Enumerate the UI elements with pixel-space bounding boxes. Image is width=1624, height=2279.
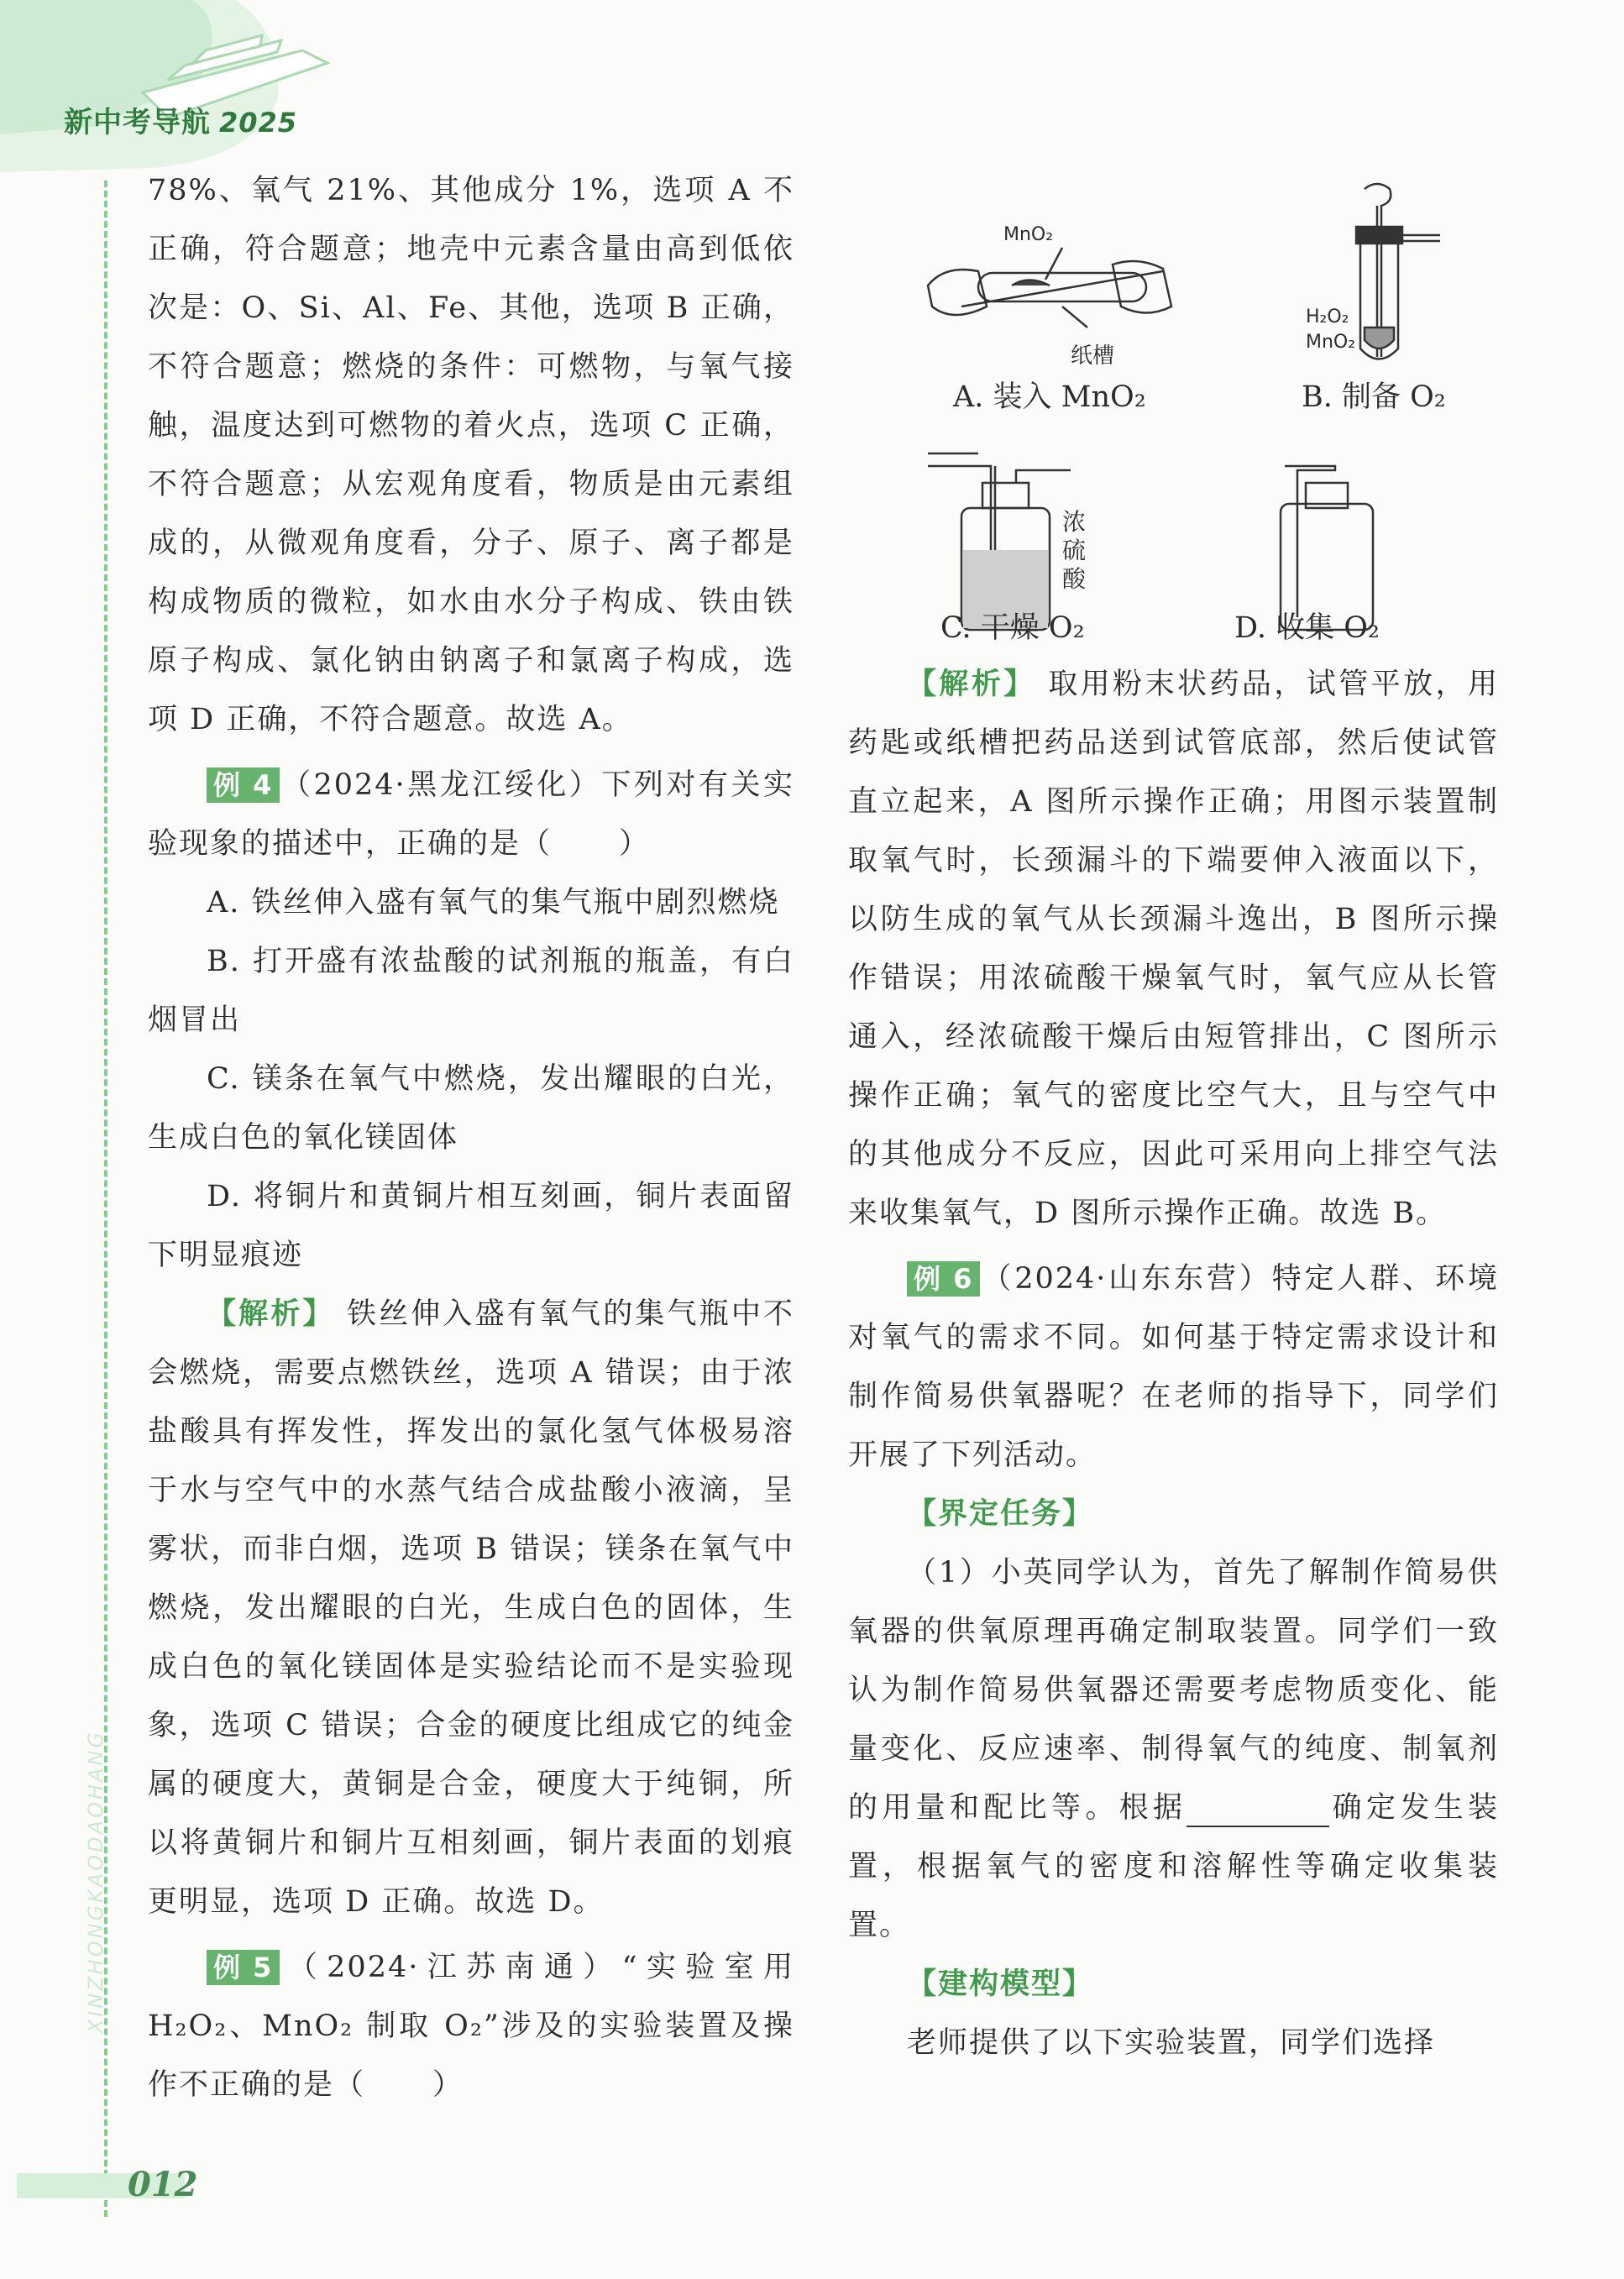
example-5-tag: 例 5 bbox=[207, 1950, 280, 1985]
figure-b-caption: B. 制备 O₂ bbox=[1302, 380, 1446, 414]
right-column bbox=[848, 655, 1499, 2072]
example-6-stem: 例 6 （2024·山东东营）特定人群、环境对氧气的需求不同。如何基于特定需求设计和制作简易供氧器呢？在老师的指导下，同学们开展了下列活动。 bbox=[848, 1262, 1499, 1472]
example-4-tag: 例 4 bbox=[207, 768, 280, 803]
figure-b-generator bbox=[1356, 184, 1440, 359]
example-4-option-a: A. 铁丝伸入盛有氧气的集气瓶中剧烈燃烧 bbox=[207, 886, 780, 919]
figure-b-h2o2-label: H₂O₂ bbox=[1306, 306, 1349, 327]
analysis-label: 【解析】 bbox=[207, 1297, 335, 1331]
example-4-stem: 例 4 （2024·黑龙江绥化）下列对有关实验现象的描述中，正确的是（ ） bbox=[148, 768, 794, 861]
task-paragraph: （1）小英同学认为，首先了解制作简易供氧器的供氧原理再确定制取装置。同学们一致认为制作简易供氧器还需要考虑物质变化、能量变化、反应速率、制得氧气的纯度、制氧剂的用量和配比等。根据 确定发生装置，根据氧气的密度和溶解性等确定收集装置。 bbox=[848, 1556, 1499, 1942]
sidebar-pinyin: XINZHONGKAODAOHANG bbox=[84, 1730, 107, 2034]
figure-b-mno2-label: MnO₂ bbox=[1306, 332, 1356, 353]
brand-title: 新中考导航 2025 bbox=[64, 106, 298, 139]
left-column bbox=[148, 161, 794, 2114]
example-4-option-b: B. 打开盛有浓盐酸的试剂瓶的瓶盖，有白烟冒出 bbox=[148, 945, 794, 1037]
example-4-analysis: 【解析】 铁丝伸入盛有氧气的集气瓶中不会燃烧，需要点燃铁丝，选项 A 错误；由于浓盐酸具有挥发性，挥发出的氯化氢气体极易溶于水与空气中的水蒸气结合成盐酸小液滴，呈雾状，而非白烟，选项 B 错误；镁条在氧气中燃烧，发出耀眼的白光，生成白色的固体，生成白色的氧化镁固体是实验结论而不是实验现象，选项 C 错误；合金的硬度比组成它的纯金属的硬度大，黄铜是合金，硬度大于纯铜，所以将黄铜片和铜片互相刻画，铜片表面的划痕更明显，选项 D 正确。故选 D。 bbox=[148, 1297, 794, 1919]
figure-d-caption: D. 收集 O₂ bbox=[1234, 611, 1380, 645]
ex3-analysis-continued: 78%、氧气 21%、其他成分 1%，选项 A 不正确，符合题意；地壳中元素含量由高到低依次是：O、Si、Al、Fe、其他，选项 B 正确，不符合题意；燃烧的条件：可燃物，与氧气接触，温度达到可燃物的着火点，选项 C 正确，不符合题意；从宏观角度看，物质是由元素组成的，从微观角度看，分子、原子、离子都是构成物质的微粒，如水由水分子构成、铁由铁原子构成、氯化钠由钠离子和氯离子构成，选项 D 正确，不符合题意。故选 A。 bbox=[148, 174, 794, 736]
figure-c-drying-bottle bbox=[928, 453, 1071, 630]
lab-apparatus-figures bbox=[911, 181, 1516, 663]
header-corner-decoration bbox=[0, 0, 353, 185]
figure-a-caption: A. 装入 MnO₂ bbox=[953, 380, 1146, 414]
example-4-option-c: C. 镁条在氧气中燃烧，发出耀眼的白光，生成白色的氧化镁固体 bbox=[148, 1062, 794, 1155]
task-label: 【界定任务】 bbox=[907, 1497, 1094, 1531]
example-5-analysis: 【解析】 取用粉末状药品，试管平放，用药匙或纸槽把药品送到试管底部，然后使试管直立起来，A 图所示操作正确；用图示装置制取氧气时，长颈漏斗的下端要伸入液面以下，以防生成的氧气从长颈漏斗逸出，B 图所示操作错误；用浓硫酸干燥氧气时，氧气应从长管通入，经浓硫酸干燥后由短管排出，C 图所示操作正确；氧气的密度比空气大，且与空气中的其他成分不反应，因此可采用向上排空气法来收集氧气，D 图所示操作正确。故选 B。 bbox=[848, 668, 1499, 1230]
figure-a-test-tube bbox=[928, 248, 1171, 327]
model-paragraph: 老师提供了以下实验装置，同学们选择 bbox=[907, 2026, 1436, 2060]
example-4-option-d: D. 将铜片和黄铜片相互刻画，铜片表面留下明显痕迹 bbox=[148, 1180, 794, 1272]
analysis-label-2: 【解析】 bbox=[907, 668, 1036, 701]
page-number: 012 bbox=[128, 2165, 198, 2204]
example-6-tag: 例 6 bbox=[907, 1261, 980, 1297]
model-label: 【建构模型】 bbox=[907, 1967, 1094, 2001]
figure-a-mno2-label: MnO₂ bbox=[1003, 224, 1054, 245]
answer-blank[interactable] bbox=[1187, 1792, 1329, 1827]
figure-c-caption: C. 干燥 O₂ bbox=[940, 611, 1085, 645]
example-5-stem: 例 5 （2024·江苏南通）“实验室用 H₂O₂、MnO₂ 制取 O₂”涉及的实验装置及操作不正确的是（ ） bbox=[148, 1951, 794, 2102]
apparatus-drawings bbox=[911, 181, 1516, 663]
figure-c-acid-label: 浓硫酸 bbox=[1062, 508, 1087, 593]
figure-a-trough-label: 纸槽 bbox=[1071, 343, 1115, 369]
